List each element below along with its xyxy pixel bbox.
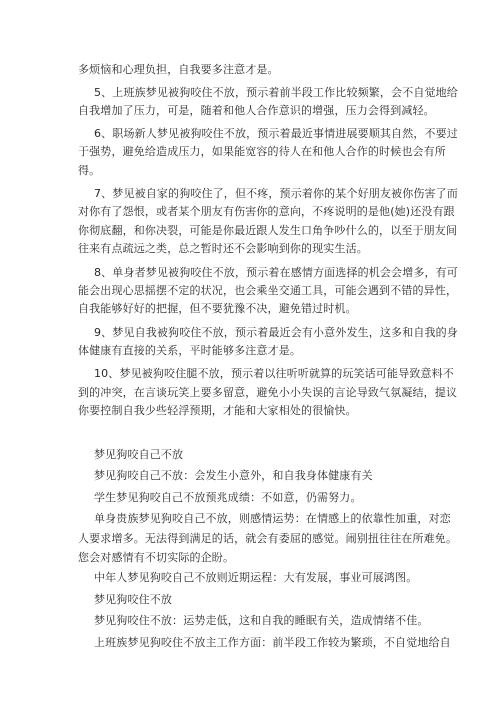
text-line: 10、梦见被狗咬住腿不放，预示着以往听听就算的玩笑话可能导致意料不 [94, 367, 454, 380]
text-line: 往来有点疏远之类，总之暂时还不会影响到你的现实生活。 [78, 242, 368, 255]
text-line: 体健康有直接的关系，平时能够多注意才是。 [78, 344, 301, 357]
text-line: 8、单身者梦见被狗咬住不放，预示着在感情方面选择的机会会增多，有可 [94, 266, 458, 279]
text-line: 你彻底翻，和你决裂，可能是你最近跟人发生口角争吵什么的，以至于朋友间 [78, 224, 458, 237]
text-line: 你要控制自我少些轻浮预期，才能和大家相处的很愉快。 [78, 404, 357, 417]
text-line: 自我能够好好的把握，但不要犹豫不决，避免错过时机。 [78, 302, 357, 315]
text-line: 自我增加了压力，可是，随着和他人合作意识的增强，压力会得到减轻。 [78, 104, 435, 117]
text-line: 上班族梦见狗咬住不放主工作方面：前半段工作较为繁琐，不自觉地给自 [94, 636, 451, 649]
text-line: 到的冲突，在言谈玩笑上要多留意，避免小小失误的言论导致气氛凝结，提议 [78, 386, 458, 399]
text-line: 6、职场新人梦见被狗咬住不放，预示着最近事情进展要顺其自然，不要过 [94, 127, 458, 140]
text-line: 能会出现心思摇摆不定的状况，也会乘坐交通工具，可能会遇到不错的异性， [78, 284, 458, 297]
text-line: 9、梦见自我被狗咬住不放，预示着最近会有小意外发生，这多和自我的身 [94, 326, 458, 339]
text-line: 得。 [78, 164, 101, 177]
text-line: 梦见狗咬自己不放：会发生小意外，和自我身体健康有关 [94, 469, 373, 482]
section-heading: 梦见狗咬自己不放 [94, 448, 184, 461]
text-line: 7、梦见被自家的狗咬住了，但不疼，预示着你的某个好朋友被你伤害了而 [94, 187, 458, 200]
section-heading: 梦见狗咬住不放 [94, 593, 173, 606]
text-line: 中年人梦见狗咬自己不放则近期运程：大有发展，事业可展鸿图。 [94, 571, 418, 584]
text-line: 对你有了怨恨，或者某个朋友有伤害你的意向，不疼说明的是他(她)还没有跟 [78, 205, 455, 218]
text-line: 多烦恼和心理负担，自我要多注意才是。 [78, 63, 279, 76]
text-line: 人要求增多。无法得到满足的话，就会有委屈的感觉。闹别扭往往在所难免。 [78, 532, 458, 545]
text-line: 梦见狗咬住不放：运势走低，这和自我的睡眠有关，造成情绪不佳。 [94, 614, 429, 627]
text-line: 学生梦见狗咬自己不放预兆成绩：不如意，仍需努力。 [94, 491, 362, 504]
text-line: 于强势，避免给造成压力，如果能宽容的待人在和他人合作的时候也会有所 [78, 145, 446, 158]
text-line: 单身贵族梦见狗咬自己不放，则感情运势：在情感上的依靠性加重，对恋 [94, 512, 451, 525]
text-line: 您会对感情有不切实际的企盼。 [78, 551, 235, 564]
text-line: 5、上班族梦见被狗咬住不放，预示着前半段工作比较频繁，会不自觉地给 [94, 86, 458, 99]
